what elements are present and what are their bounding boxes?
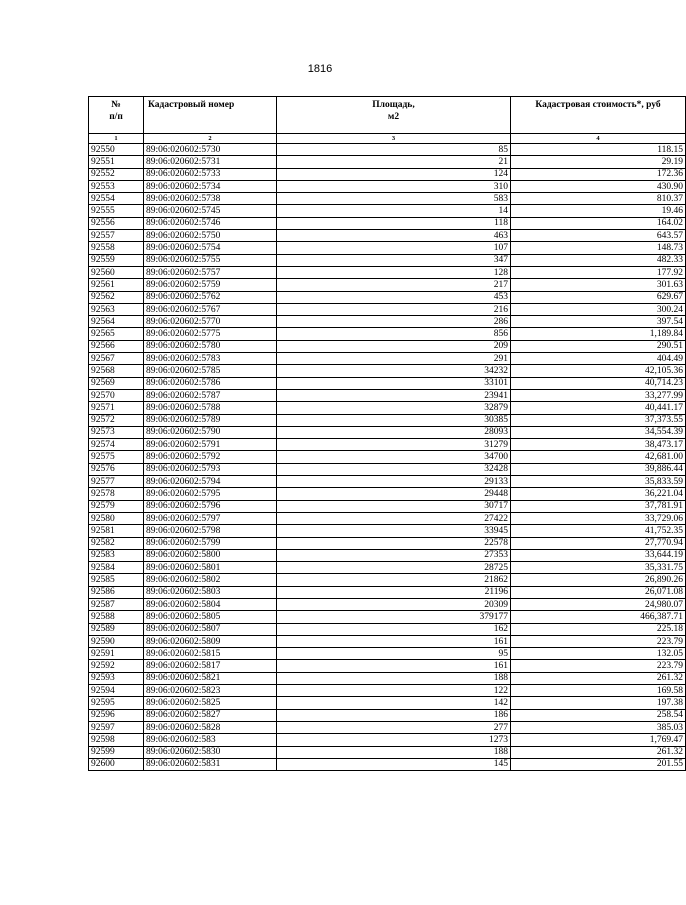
- area-cell: 856: [277, 328, 511, 340]
- cadastral-number-cell: 89:06:020602:5783: [144, 353, 277, 365]
- column-number: 1: [89, 134, 144, 144]
- area-cell: 463: [277, 230, 511, 242]
- table-row: [89, 537, 686, 549]
- cost-cell: 397.54: [511, 316, 686, 328]
- cost-cell: 40,441.17: [511, 402, 686, 414]
- cost-cell: 37,373.55: [511, 414, 686, 426]
- area-cell: 30717: [277, 500, 511, 512]
- cost-cell: 223.79: [511, 660, 686, 672]
- table-row: [89, 500, 686, 512]
- row-number-cell: 92565: [89, 328, 144, 340]
- cost-cell: 301.63: [511, 279, 686, 291]
- cadastral-number-cell: 89:06:020602:5790: [144, 426, 277, 438]
- cadastral-number-cell: 89:06:020602:5809: [144, 635, 277, 647]
- area-cell: 28093: [277, 426, 511, 438]
- table-row: [89, 746, 686, 758]
- table-row: [89, 389, 686, 401]
- area-cell: 161: [277, 635, 511, 647]
- row-number-cell: 92550: [89, 144, 144, 156]
- row-number-cell: 92574: [89, 439, 144, 451]
- column-number: 2: [144, 134, 277, 144]
- row-number-cell: 92580: [89, 512, 144, 524]
- cadastral-number-cell: 89:06:020602:5799: [144, 537, 277, 549]
- table-row: [89, 488, 686, 500]
- cadastral-number-cell: 89:06:020602:5807: [144, 623, 277, 635]
- row-number-cell: 92589: [89, 623, 144, 635]
- area-cell: 347: [277, 254, 511, 266]
- table-row: [89, 586, 686, 598]
- row-number-cell: 92552: [89, 168, 144, 180]
- cadastral-number-cell: 89:06:020602:5828: [144, 721, 277, 733]
- row-number-cell: 92594: [89, 685, 144, 697]
- cadastral-number-cell: 89:06:020602:5795: [144, 488, 277, 500]
- cost-cell: 37,781.91: [511, 500, 686, 512]
- cadastral-number-cell: 89:06:020602:5770: [144, 316, 277, 328]
- cost-cell: 164.02: [511, 217, 686, 229]
- cadastral-number-cell: 89:06:020602:5745: [144, 205, 277, 217]
- area-cell: 22578: [277, 537, 511, 549]
- table-row: [89, 451, 686, 463]
- table-row: [89, 279, 686, 291]
- table-row: [89, 525, 686, 537]
- table-row: [89, 476, 686, 488]
- area-cell: 162: [277, 623, 511, 635]
- cadastral-number-cell: 89:06:020602:5821: [144, 672, 277, 684]
- table-row: [89, 340, 686, 352]
- area-cell: 209: [277, 340, 511, 352]
- area-cell: 32428: [277, 463, 511, 475]
- area-cell: 27353: [277, 549, 511, 561]
- cost-cell: 26,890.26: [511, 574, 686, 586]
- row-number-cell: 92577: [89, 476, 144, 488]
- cost-cell: 404.49: [511, 353, 686, 365]
- area-cell: 379177: [277, 611, 511, 623]
- cost-cell: 38,473.17: [511, 439, 686, 451]
- cadastral-number-cell: 89:06:020602:5793: [144, 463, 277, 475]
- header-area: Площадь, м2: [277, 97, 511, 134]
- row-number-cell: 92585: [89, 574, 144, 586]
- cadastral-number-cell: 89:06:020602:5754: [144, 242, 277, 254]
- row-number-cell: 92570: [89, 389, 144, 401]
- area-cell: 453: [277, 291, 511, 303]
- table-row: [89, 193, 686, 205]
- cadastral-number-cell: 89:06:020602:5831: [144, 758, 277, 770]
- cadastral-number-cell: 89:06:020602:583: [144, 734, 277, 746]
- area-cell: 188: [277, 672, 511, 684]
- area-cell: 21196: [277, 586, 511, 598]
- area-cell: 122: [277, 685, 511, 697]
- table-row: [89, 574, 686, 586]
- cost-cell: 482.33: [511, 254, 686, 266]
- cadastral-number-cell: 89:06:020602:5731: [144, 156, 277, 168]
- cadastral-number-cell: 89:06:020602:5827: [144, 709, 277, 721]
- cost-cell: 177.92: [511, 266, 686, 278]
- area-cell: 161: [277, 660, 511, 672]
- cost-cell: 33,644.19: [511, 549, 686, 561]
- table-row: [89, 377, 686, 389]
- cost-cell: 34,554.39: [511, 426, 686, 438]
- cadastral-number-cell: 89:06:020602:5755: [144, 254, 277, 266]
- row-number-cell: 92557: [89, 230, 144, 242]
- cost-cell: 172.36: [511, 168, 686, 180]
- table-row: [89, 402, 686, 414]
- cost-cell: 33,729.06: [511, 512, 686, 524]
- table-row: [89, 549, 686, 561]
- table-row: [89, 623, 686, 635]
- row-number-cell: 92554: [89, 193, 144, 205]
- cadastral-number-cell: 89:06:020602:5801: [144, 562, 277, 574]
- cost-cell: 42,105.36: [511, 365, 686, 377]
- cadastral-number-cell: 89:06:020602:5788: [144, 402, 277, 414]
- row-number-cell: 92556: [89, 217, 144, 229]
- row-number-cell: 92588: [89, 611, 144, 623]
- cadastral-number-cell: 89:06:020602:5796: [144, 500, 277, 512]
- table-body: [89, 144, 686, 771]
- area-cell: 33101: [277, 377, 511, 389]
- row-number-cell: 92575: [89, 451, 144, 463]
- cost-cell: 629.67: [511, 291, 686, 303]
- cost-cell: 40,714.23: [511, 377, 686, 389]
- cost-cell: 29.19: [511, 156, 686, 168]
- table-row: [89, 303, 686, 315]
- row-number-cell: 92559: [89, 254, 144, 266]
- cadastral-number-cell: 89:06:020602:5791: [144, 439, 277, 451]
- table-row: [89, 611, 686, 623]
- table-row: [89, 353, 686, 365]
- table-header: [89, 97, 686, 144]
- table-row: [89, 598, 686, 610]
- row-number-cell: 92567: [89, 353, 144, 365]
- area-cell: 31279: [277, 439, 511, 451]
- cost-cell: 225.18: [511, 623, 686, 635]
- cadastral-number-cell: 89:06:020602:5804: [144, 598, 277, 610]
- table-row: [89, 328, 686, 340]
- table-row: [89, 648, 686, 660]
- row-number-cell: 92562: [89, 291, 144, 303]
- cost-cell: 35,833.59: [511, 476, 686, 488]
- cadastral-number-cell: 89:06:020602:5786: [144, 377, 277, 389]
- area-cell: 118: [277, 217, 511, 229]
- cadastral-number-cell: 89:06:020602:5775: [144, 328, 277, 340]
- row-number-cell: 92597: [89, 721, 144, 733]
- table-row: [89, 266, 686, 278]
- table-row: [89, 734, 686, 746]
- header-cadastral-number: Кадастровый номер: [144, 97, 277, 134]
- row-number-cell: 92593: [89, 672, 144, 684]
- row-number-cell: 92595: [89, 697, 144, 709]
- row-number-cell: 92566: [89, 340, 144, 352]
- area-cell: 107: [277, 242, 511, 254]
- cost-cell: 1,769.47: [511, 734, 686, 746]
- column-number: 3: [277, 134, 511, 144]
- cadastral-number-cell: 89:06:020602:5738: [144, 193, 277, 205]
- table-row: [89, 512, 686, 524]
- row-number-cell: 92581: [89, 525, 144, 537]
- row-number-cell: 92600: [89, 758, 144, 770]
- table-row: [89, 758, 686, 770]
- cost-cell: 27,770.94: [511, 537, 686, 549]
- table-row: [89, 291, 686, 303]
- cadastral-number-cell: 89:06:020602:5762: [144, 291, 277, 303]
- header-row-number: № п/п: [89, 97, 144, 134]
- cost-cell: 466,387.71: [511, 611, 686, 623]
- cadastral-number-cell: 89:06:020602:5825: [144, 697, 277, 709]
- row-number-cell: 92586: [89, 586, 144, 598]
- cadastral-number-cell: 89:06:020602:5787: [144, 389, 277, 401]
- area-cell: 20309: [277, 598, 511, 610]
- cadastral-number-cell: 89:06:020602:5759: [144, 279, 277, 291]
- area-cell: 310: [277, 180, 511, 192]
- area-cell: 124: [277, 168, 511, 180]
- cadastral-number-cell: 89:06:020602:5800: [144, 549, 277, 561]
- cadastral-number-cell: 89:06:020602:5792: [144, 451, 277, 463]
- table-row: [89, 709, 686, 721]
- table-row: [89, 685, 686, 697]
- cadastral-table: [88, 96, 686, 771]
- row-number-cell: 92551: [89, 156, 144, 168]
- cadastral-number-cell: 89:06:020602:5780: [144, 340, 277, 352]
- cost-cell: 41,752.35: [511, 525, 686, 537]
- table-row: [89, 242, 686, 254]
- area-cell: 33945: [277, 525, 511, 537]
- area-cell: 28725: [277, 562, 511, 574]
- table-row: [89, 156, 686, 168]
- row-number-cell: 92596: [89, 709, 144, 721]
- area-cell: 32879: [277, 402, 511, 414]
- cadastral-number-cell: 89:06:020602:5750: [144, 230, 277, 242]
- area-cell: 1273: [277, 734, 511, 746]
- cost-cell: 169.58: [511, 685, 686, 697]
- table-row: [89, 168, 686, 180]
- area-cell: 217: [277, 279, 511, 291]
- cost-cell: 118.15: [511, 144, 686, 156]
- column-number: 4: [511, 134, 686, 144]
- cadastral-number-cell: 89:06:020602:5802: [144, 574, 277, 586]
- cadastral-number-cell: 89:06:020602:5798: [144, 525, 277, 537]
- row-number-cell: 92572: [89, 414, 144, 426]
- area-cell: 34700: [277, 451, 511, 463]
- area-cell: 188: [277, 746, 511, 758]
- row-number-cell: 92579: [89, 500, 144, 512]
- table-row: [89, 230, 686, 242]
- cadastral-number-cell: 89:06:020602:5734: [144, 180, 277, 192]
- page-number: 1816: [307, 63, 333, 75]
- area-cell: 23941: [277, 389, 511, 401]
- row-number-cell: 92553: [89, 180, 144, 192]
- table-row: [89, 205, 686, 217]
- row-number-cell: 92564: [89, 316, 144, 328]
- cadastral-number-cell: 89:06:020602:5805: [144, 611, 277, 623]
- row-number-cell: 92568: [89, 365, 144, 377]
- row-number-cell: 92558: [89, 242, 144, 254]
- row-number-cell: 92563: [89, 303, 144, 315]
- column-number-row: [89, 134, 686, 144]
- area-cell: 583: [277, 193, 511, 205]
- area-cell: 277: [277, 721, 511, 733]
- area-cell: 14: [277, 205, 511, 217]
- row-number-cell: 92561: [89, 279, 144, 291]
- cost-cell: 33,277.99: [511, 389, 686, 401]
- cadastral-number-cell: 89:06:020602:5797: [144, 512, 277, 524]
- table-row: [89, 721, 686, 733]
- cost-cell: 24,980.07: [511, 598, 686, 610]
- row-number-cell: 92560: [89, 266, 144, 278]
- row-number-cell: 92599: [89, 746, 144, 758]
- cadastral-number-cell: 89:06:020602:5733: [144, 168, 277, 180]
- area-cell: 291: [277, 353, 511, 365]
- cost-cell: 35,331.75: [511, 562, 686, 574]
- area-cell: 95: [277, 648, 511, 660]
- cost-cell: 643.57: [511, 230, 686, 242]
- cadastral-number-cell: 89:06:020602:5815: [144, 648, 277, 660]
- cadastral-number-cell: 89:06:020602:5785: [144, 365, 277, 377]
- area-cell: 21862: [277, 574, 511, 586]
- area-cell: 29133: [277, 476, 511, 488]
- area-cell: 34232: [277, 365, 511, 377]
- cadastral-number-cell: 89:06:020602:5789: [144, 414, 277, 426]
- row-number-cell: 92555: [89, 205, 144, 217]
- area-cell: 85: [277, 144, 511, 156]
- table-row: [89, 672, 686, 684]
- cost-cell: 132.05: [511, 648, 686, 660]
- cadastral-number-cell: 89:06:020602:5830: [144, 746, 277, 758]
- cost-cell: 385.03: [511, 721, 686, 733]
- area-cell: 142: [277, 697, 511, 709]
- cost-cell: 42,681.00: [511, 451, 686, 463]
- area-cell: 30385: [277, 414, 511, 426]
- cost-cell: 201.55: [511, 758, 686, 770]
- cost-cell: 290.51: [511, 340, 686, 352]
- area-cell: 286: [277, 316, 511, 328]
- row-number-cell: 92590: [89, 635, 144, 647]
- row-number-cell: 92573: [89, 426, 144, 438]
- row-number-cell: 92587: [89, 598, 144, 610]
- row-number-cell: 92584: [89, 562, 144, 574]
- cadastral-number-cell: 89:06:020602:5767: [144, 303, 277, 315]
- cost-cell: 1,189.84: [511, 328, 686, 340]
- cost-cell: 223.79: [511, 635, 686, 647]
- row-number-cell: 92598: [89, 734, 144, 746]
- table-row: [89, 180, 686, 192]
- cadastral-number-cell: 89:06:020602:5803: [144, 586, 277, 598]
- cadastral-number-cell: 89:06:020602:5794: [144, 476, 277, 488]
- cost-cell: 300.24: [511, 303, 686, 315]
- row-number-cell: 92582: [89, 537, 144, 549]
- header-cadastral-cost: Кадастровая стоимость*, руб: [511, 97, 686, 134]
- cost-cell: 810.37: [511, 193, 686, 205]
- cadastral-number-cell: 89:06:020602:5817: [144, 660, 277, 672]
- table-row: [89, 463, 686, 475]
- area-cell: 29448: [277, 488, 511, 500]
- cadastral-number-cell: 89:06:020602:5757: [144, 266, 277, 278]
- area-cell: 21: [277, 156, 511, 168]
- area-cell: 216: [277, 303, 511, 315]
- cadastral-number-cell: 89:06:020602:5746: [144, 217, 277, 229]
- table-row: [89, 254, 686, 266]
- table-row: [89, 365, 686, 377]
- cost-cell: 36,221.04: [511, 488, 686, 500]
- row-number-cell: 92592: [89, 660, 144, 672]
- cost-cell: 39,886.44: [511, 463, 686, 475]
- table-row: [89, 562, 686, 574]
- table-row: [89, 316, 686, 328]
- row-number-cell: 92591: [89, 648, 144, 660]
- row-number-cell: 92569: [89, 377, 144, 389]
- cadastral-number-cell: 89:06:020602:5730: [144, 144, 277, 156]
- table-row: [89, 144, 686, 156]
- cost-cell: 197.38: [511, 697, 686, 709]
- row-number-cell: 92571: [89, 402, 144, 414]
- area-cell: 145: [277, 758, 511, 770]
- table-row: [89, 426, 686, 438]
- cost-cell: 261.32: [511, 746, 686, 758]
- table-row: [89, 439, 686, 451]
- row-number-cell: 92578: [89, 488, 144, 500]
- table-row: [89, 660, 686, 672]
- cost-cell: 261.32: [511, 672, 686, 684]
- area-cell: 27422: [277, 512, 511, 524]
- table-row: [89, 217, 686, 229]
- row-number-cell: 92576: [89, 463, 144, 475]
- table-row: [89, 414, 686, 426]
- row-number-cell: 92583: [89, 549, 144, 561]
- cost-cell: 26,071.08: [511, 586, 686, 598]
- cost-cell: 258.54: [511, 709, 686, 721]
- table-row: [89, 697, 686, 709]
- cost-cell: 430.90: [511, 180, 686, 192]
- table-row: [89, 635, 686, 647]
- area-cell: 186: [277, 709, 511, 721]
- cost-cell: 19.46: [511, 205, 686, 217]
- area-cell: 128: [277, 266, 511, 278]
- cost-cell: 148.73: [511, 242, 686, 254]
- cadastral-number-cell: 89:06:020602:5823: [144, 685, 277, 697]
